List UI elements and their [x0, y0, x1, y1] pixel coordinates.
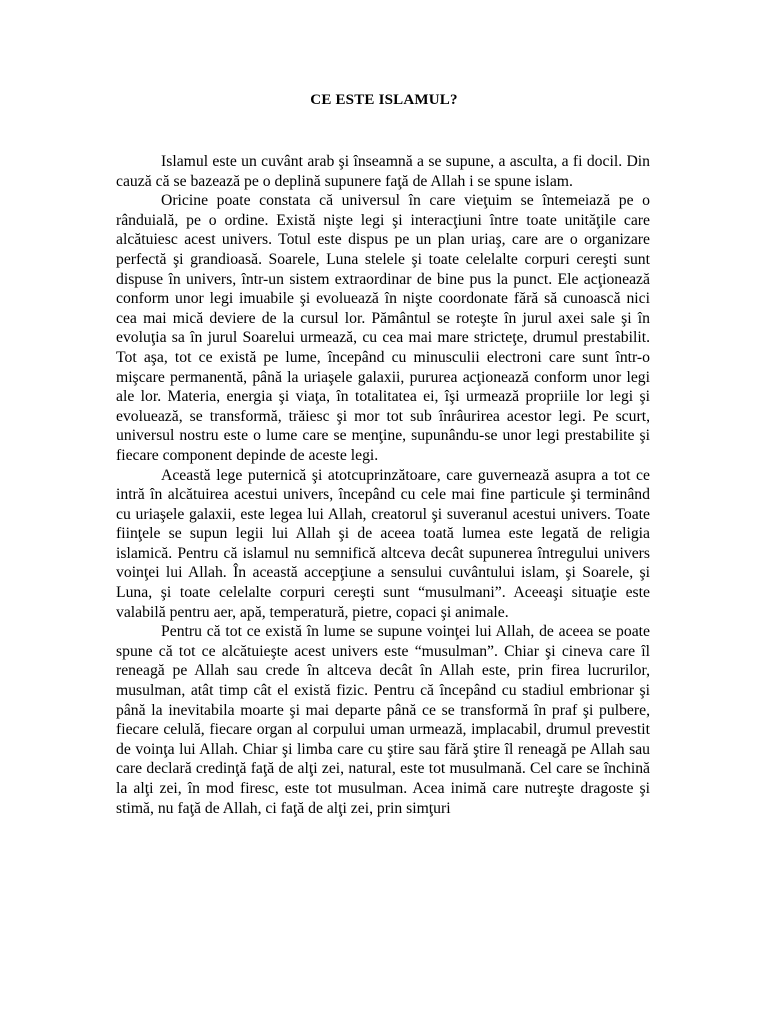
paragraph: Pentru că tot ce există în lume se supune voinţei lui Allah, de aceea se poate spune că tot ce alcătuieşte acest univers este “musulman”. Chiar şi cineva care îl reneagă pe Allah sau crede în altceva decât în Allah este, prin firea lucrurilor, musulman, atât timp cât el există fizic. Pentru că începând cu stadiul embrionar şi până la inevitabila moarte şi mai departe până ce se transformă în praf şi pulbere, fiecare celulă, fiecare organ al corpului uman urmează, implacabil, drumul prevestit de voinţa lui Allah. Chiar şi limba care cu ştire sau fără ştire îl reneagă pe Allah sau care declară credinţă faţă de alţi zei, natural, este tot musulmană. Cel care se închină la alţi zei, în mod firesc, este tot musulman. Acea inimă care nutreşte dragoste şi stimă, nu faţă de Allah, ci faţă de alţi zei, prin simţuri	[116, 623, 650, 817]
paragraph: Islamul este un cuvânt arab şi înseamnă a se supune, a asculta, a fi docil. Din cauză că se bazează pe o deplină supunere faţă de Allah i se spune islam.	[116, 153, 650, 190]
document-body	[116, 152, 650, 818]
page-title: CE ESTE ISLAMUL?	[310, 92, 458, 108]
paragraph: Această lege puternică şi atotcuprinzătoare, care guvernează asupra a tot ce intră în alcătuirea acestui univers, începând cu cele mai fine particule şi terminând cu uriaşele galaxii, este legea lui Allah, creatorul şi suveranul acestui univers. Toate fiinţele se supun legii lui Allah şi de aceea toată lumea este legată de religia islamică. Pentru că islamul nu semnifică altceva decât supunerea întregului univers voinţei lui Allah. În această accepţiune a sensului cuvântului islam, şi Soarele, şi Luna, şi toate celelalte corpuri cereşti sunt “musulmani”. Aceeaşi situaţie este valabilă pentru aer, apă, temperatură, pietre, copaci şi animale.	[116, 466, 650, 621]
paragraph: Oricine poate constata că universul în care vieţuim se întemeiază pe o rânduială, pe o ordine. Există nişte legi şi interacţiuni între toate unităţile care alcătuiesc acest univers. Totul este dispus pe un plan uriaş, care are o organizare perfectă şi grandioasă. Soarele, Luna stelele şi toate celelalte corpuri cereşti sunt dispuse în univers, într-un sistem extraordinar de bine pus la punct. Ele acţionează conform unor legi imuabile şi evoluează în nişte coordonate fără să cunoască nici cea mai mică deviere de la cursul lor. Pământul se roteşte în jurul axei sale şi în evoluţia sa în jurul Soarelui urmează, cu cea mai mare stricteţe, drumul prestabilit. Tot aşa, tot ce există pe lume, începând cu minusculii electroni care sunt într-o mişcare permanentă, până la uriaşele galaxii, pururea acţionează conform unor legi ale lor. Materia, energia şi viaţa, în totalitatea ei, îşi urmează propriile lor legi şi evoluează, se transformă, trăiesc şi mor tot sub înrâurirea acestor legi. Pe scurt, universul nostru este o lume care se menţine, supunându-se unor legi prestabilite şi fiecare component depinde de aceste legi.	[116, 192, 650, 464]
